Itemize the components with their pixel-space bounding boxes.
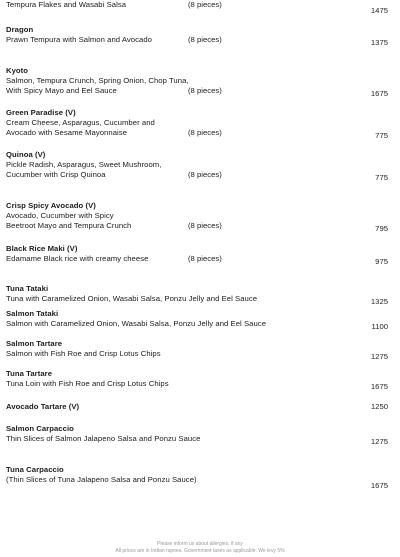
piece-count: (8 pieces): [188, 254, 222, 263]
dish-price: 1375: [370, 38, 388, 47]
dish-name: Green Paradise (V): [6, 108, 76, 117]
dish-description: Avocado, Cucumber with Spicy: [6, 211, 114, 220]
dish-description: Pickle Radish, Asparagus, Sweet Mushroom,: [6, 160, 162, 169]
dish-price: 775: [375, 173, 388, 182]
dish-price: 1475: [370, 6, 388, 15]
dish-name: Salmon Tartare: [6, 339, 63, 348]
dish-description: Beetroot Mayo and Tempura Crunch: [6, 221, 132, 230]
dish-description: Salmon with Fish Roe and Crisp Lotus Chips: [6, 349, 161, 358]
dish-price: 1250: [370, 402, 388, 411]
dish-name: Quinoa (V): [6, 150, 46, 159]
dish-name: Kyoto: [6, 66, 29, 75]
allergy-note: Please inform us about allergies, if any: [157, 541, 243, 547]
dish-name: Tuna Tataki: [6, 284, 49, 293]
dish-price: 1675: [370, 89, 388, 98]
dish-price: 1325: [370, 297, 388, 306]
piece-count: (8 pieces): [188, 221, 222, 230]
dish-price: 1675: [370, 481, 388, 490]
piece-count: (8 pieces): [188, 86, 222, 95]
piece-count: (8 pieces): [188, 35, 222, 44]
dish-price: 1675: [370, 382, 388, 391]
dish-price: 1100: [371, 322, 388, 331]
dish-name: Tuna Carpaccio: [6, 465, 64, 474]
dish-price: 795: [375, 224, 388, 233]
dish-price: 1275: [370, 437, 388, 446]
dish-description: Cucumber with Crisp Quinoa: [6, 170, 106, 179]
dish-name: Tuna Tartare: [6, 369, 53, 378]
dish-price: 775: [375, 131, 388, 140]
dish-description: Prawn Tempura with Salmon and Avocado: [6, 35, 153, 44]
dish-description: Salmon with Caramelized Onion, Wasabi Salsa, Ponzu Jelly and Eel Sauce: [6, 319, 267, 328]
piece-count: (8 pieces): [188, 128, 222, 137]
dish-name: Avocado Tartare (V): [6, 402, 80, 411]
piece-count: (8 pieces): [188, 170, 222, 179]
dish-description: Tuna Loin with Fish Roe and Crisp Lotus Chips: [6, 379, 169, 388]
dish-price: 1275: [370, 352, 388, 361]
dish-description: Cream Cheese, Asparagus, Cucumber and: [6, 118, 155, 127]
dish-name: Crisp Spicy Avocado (V): [6, 201, 96, 210]
dish-description: With Spicy Mayo and Eel Sauce: [6, 86, 117, 95]
price-note: All prices are in Indian rupees. Government taxes as applicable. We levy 5%: [115, 548, 285, 554]
dish-price: 975: [375, 257, 388, 266]
dish-name: Black Rice Maki (V): [6, 244, 78, 253]
dish-description: (Thin Slices of Tuna Jalapeno Salsa and Ponzu Sauce): [6, 475, 197, 484]
dish-description: Tuna with Caramelized Onion, Wasabi Salsa, Ponzu Jelly and Eel Sauce: [6, 294, 258, 303]
dish-name: Salmon Carpaccio: [6, 424, 74, 433]
dish-description: Thin Slices of Salmon Jalapeno Salsa and Ponzu Sauce: [6, 434, 201, 443]
dish-description: Edamame Black rice with creamy cheese: [6, 254, 149, 263]
dish-name: Salmon Tataki: [6, 309, 59, 318]
dish-name: Dragon: [6, 25, 34, 34]
dish-description: Tempura Flakes and Wasabi Salsa: [6, 0, 127, 9]
dish-description: Salmon, Tempura Crunch, Spring Onion, Chop Tuna,: [6, 76, 189, 85]
dish-description: Avocado with Sesame Mayonnaise: [6, 128, 128, 137]
piece-count: (8 pieces): [188, 0, 222, 9]
